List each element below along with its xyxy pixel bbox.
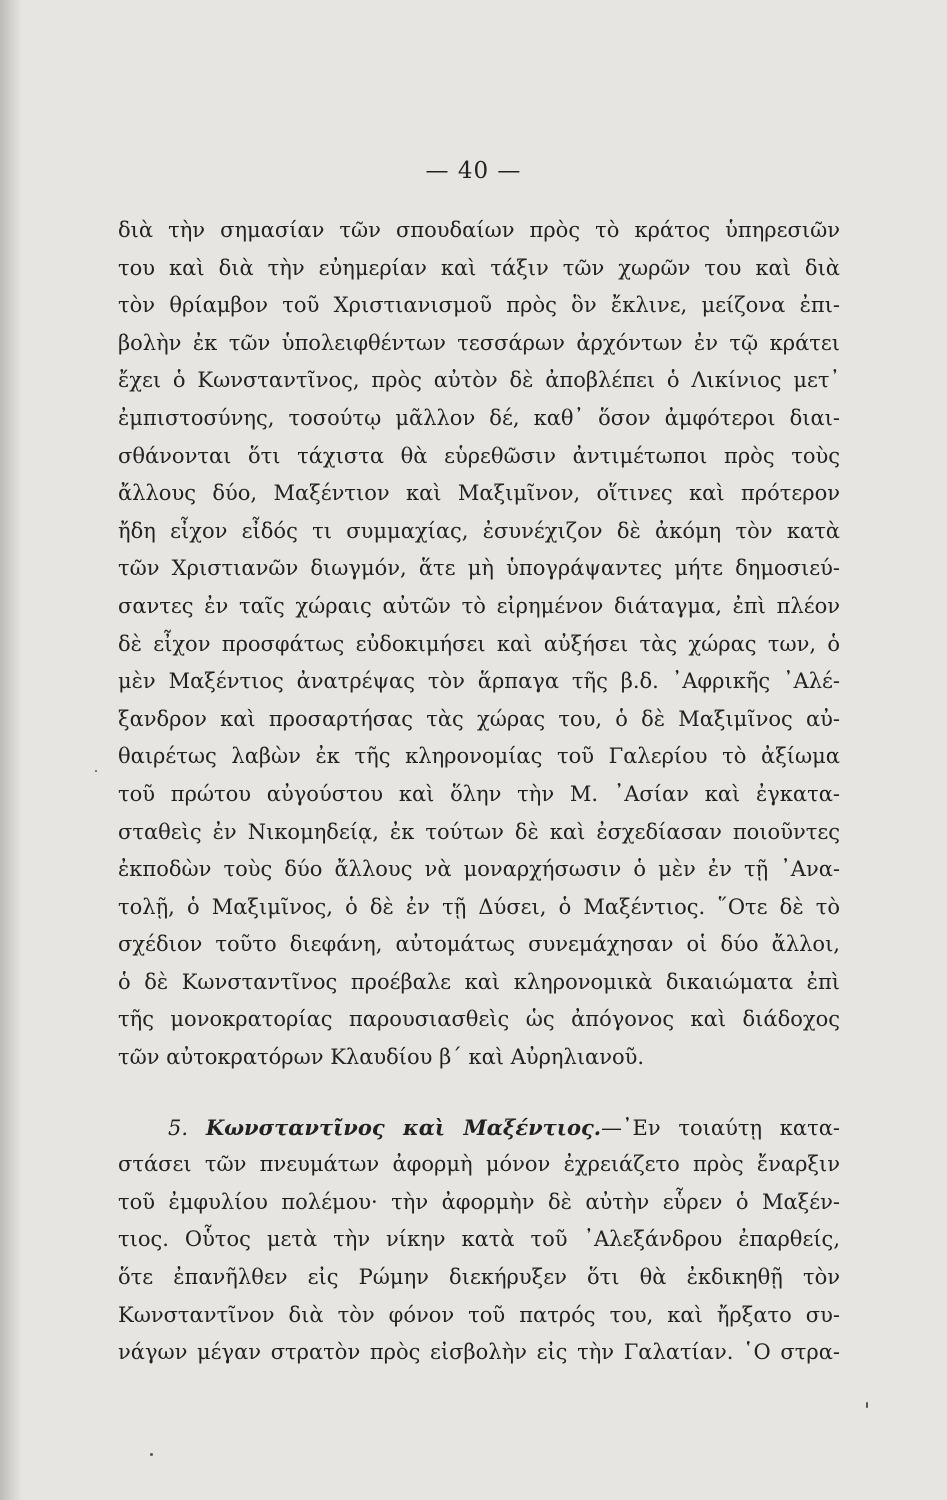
body-text bbox=[118, 212, 840, 1372]
text-line: τολῇ, ὁ Μαξιμῖνος, ὁ δὲ ἐν τῇ Δύσει, ὁ Μαξέντιος. ῞Οτε δὲ τὸ bbox=[118, 894, 840, 919]
text-line: σαντες ἐν ταῖς χώραις αὐτῶν τὸ εἰρημένον διάταγμα, ἐπὶ πλέον bbox=[118, 593, 840, 618]
text-line: θαιρέτως λαβὼν ἐκ τῆς κληρονομίας τοῦ Γαλερίου τὸ ἀξίωμα bbox=[118, 744, 840, 769]
page-gutter-shadow bbox=[0, 0, 22, 1500]
paragraph-1 bbox=[118, 212, 840, 1077]
text-line: ὅτε ἐπανῆλθεν εἰς Ρώμην διεκήρυξεν ὅτι θὰ ἐκδικηθῇ τὸν bbox=[118, 1265, 840, 1290]
section-number: 5. bbox=[168, 1115, 189, 1140]
text-line: ξανδρον καὶ προσαρτήσας τὰς χώρας του, ὁ δὲ Μαξιμῖνος αὐ- bbox=[118, 706, 840, 731]
text-line: τιος. Οὗτος μετὰ τὴν νίκην κατὰ τοῦ ᾿Αλεξάνδρου ἐπαρθείς, bbox=[118, 1227, 840, 1252]
section-spacer bbox=[118, 1077, 840, 1109]
text-line: ἐμπιστοσύνης, τοσούτῳ μᾶλλον δέ, καθ᾿ ὅσον ἀμφότεροι διαι- bbox=[118, 405, 840, 430]
text-line: Κωνσταντῖνον διὰ τὸν φόνον τοῦ πατρός του, καὶ ἤρξατο συ- bbox=[118, 1302, 840, 1327]
paper-speck bbox=[150, 1453, 153, 1456]
text-line: ὁ δὲ Κωνσταντῖνος προέβαλε καὶ κληρονομικὰ δικαιώματα ἐπὶ bbox=[118, 969, 840, 994]
section-heading: Κωνσταντῖνος καὶ Μαξέντιος. bbox=[205, 1114, 602, 1140]
text-line: βολὴν ἐκ τῶν ὑπολειφθέντων τεσσάρων ἀρχόντων ἐν τῷ κράτει bbox=[118, 330, 840, 355]
text-line: διὰ τὴν σημασίαν τῶν σπουδαίων πρὸς τὸ κράτος ὑπηρεσιῶν bbox=[118, 218, 840, 242]
text-line: τοῦ πρώτου αὐγούστου καὶ ὅλην τὴν Μ. ᾿Ασίαν καὶ ἐγκατα- bbox=[118, 781, 840, 806]
paper-speck bbox=[95, 770, 97, 772]
text-line: στάσει τῶν πνευμάτων ἀφορμὴ μόνον ἐχρειάζετο πρὸς ἔναρξιν bbox=[118, 1152, 840, 1177]
text-line: τῶν Χριστιανῶν διωγμόν, ἅτε μὴ ὑπογράψαντες μήτε δημοσιεύ- bbox=[118, 556, 840, 581]
text-line: τὸν θρίαμβον τοῦ Χριστιανισμοῦ πρὸς ὃν ἔκλινε, μείζονα ἐπι- bbox=[118, 293, 840, 318]
text-line: ἐκποδὼν τοὺς δύο ἄλλους νὰ μοναρχήσωσιν ὁ μὲν ἐν τῇ ᾿Ανα- bbox=[118, 857, 840, 882]
text-line: σθάνονται ὅτι τάχιστα θὰ εὑρεθῶσιν ἀντιμέτωποι πρὸς τοὺς bbox=[118, 443, 840, 468]
paper-speck bbox=[866, 1402, 868, 1408]
text-line: ἤδη εἶχον εἶδός τι συμμαχίας, ἐσυνέχιζον δὲ ἀκόμη τὸν κατὰ bbox=[118, 518, 840, 543]
text-line: νάγων μέγαν στρατὸν πρὸς εἰσβολὴν εἰς τὴν Γαλατίαν. ῾Ο στρα- bbox=[118, 1340, 840, 1365]
section-5 bbox=[118, 1109, 840, 1372]
text-line: ἄλλους δύο, Μαξέντιον καὶ Μαξιμῖνον, οἵτινες καὶ πρότερον bbox=[118, 481, 840, 506]
text-line: ἔχει ὁ Κωνσταντῖνος, πρὸς αὐτὸν δὲ ἀποβλέπει ὁ Λικίνιος μετ᾿ bbox=[118, 368, 840, 393]
text-line: σχέδιον τοῦτο διεφάνη, αὐτομάτως συνεμάχησαν οἱ δύο ἄλλοι, bbox=[118, 932, 840, 957]
text-line: του καὶ διὰ τὴν εὐημερίαν καὶ τάξιν τῶν χωρῶν του καὶ διὰ bbox=[118, 255, 840, 280]
text-line: τῆς μονοκρατορίας παρουσιασθεὶς ὡς ἀπόγονος καὶ διάδοχος bbox=[118, 1007, 840, 1032]
text-line: δὲ εἶχον προσφάτως εὐδοκιμήσει καὶ αὐξήσει τὰς χώρας των, ὁ bbox=[118, 631, 840, 656]
section-lead-text: —᾿Εν τοιαύτῃ κατα- bbox=[601, 1115, 840, 1140]
page-number: — 40 — bbox=[425, 158, 522, 184]
text-line: τοῦ ἐμφυλίου πολέμου· τὴν ἀφορμὴν δὲ αὐτὴν εὗρεν ὁ Μαξέν- bbox=[118, 1189, 840, 1214]
text-line: μὲν Μαξέντιος ἀνατρέψας τὸν ἅρπαγα τῆς β.δ. ᾿Αφρικῆς ᾿Αλέ- bbox=[118, 669, 840, 694]
text-line: τῶν αὐτοκρατόρων Κλαυδίου β´ καὶ Αὐρηλιανοῦ. bbox=[118, 1045, 645, 1070]
text-line: σταθεὶς ἐν Νικομηδείᾳ, ἐκ τούτων δὲ καὶ ἐσχεδίασαν ποιοῦντες bbox=[118, 819, 840, 844]
section-lead-line bbox=[118, 1109, 840, 1147]
